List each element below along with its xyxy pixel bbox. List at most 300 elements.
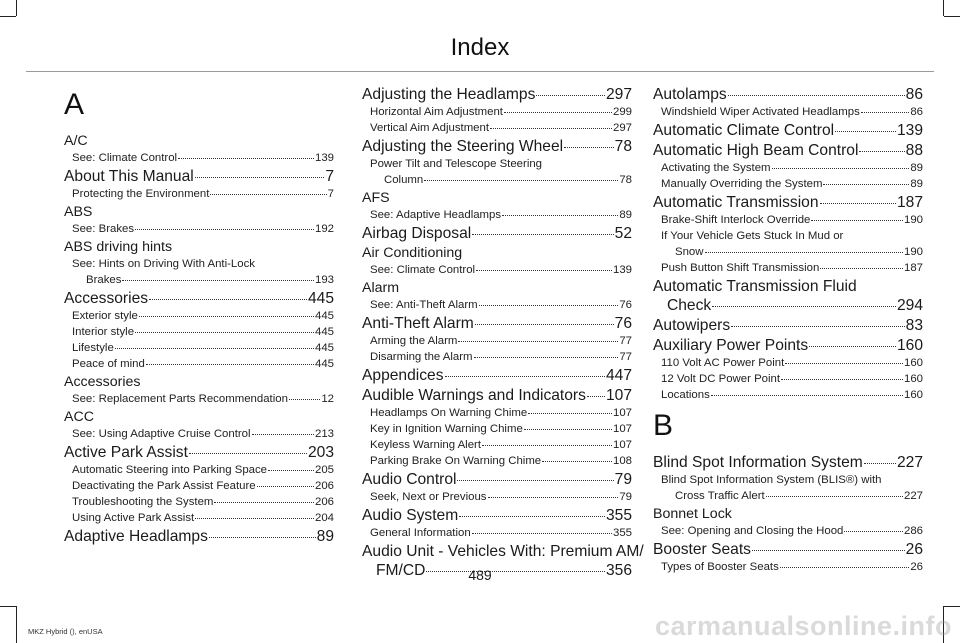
entry-heading — [653, 85, 923, 104]
entry-heading — [362, 386, 632, 405]
subentry-line — [370, 297, 632, 313]
subentry-line-text: Protecting the Environment — [72, 188, 210, 200]
page-ref: 445 — [314, 310, 334, 322]
index-subentry — [362, 333, 632, 349]
dot-leader — [289, 399, 320, 400]
subentry-line-text: Windshield Wiper Activated Headlamps — [661, 106, 860, 118]
subentry-line — [72, 494, 334, 510]
subentry-line — [370, 421, 632, 437]
dot-leader — [209, 537, 316, 538]
entry-heading — [362, 137, 632, 156]
entry-heading — [362, 542, 644, 561]
page-title: Index — [450, 34, 510, 61]
subentry-line — [370, 262, 632, 278]
page-ref: 77 — [619, 351, 632, 363]
index-subentry — [653, 260, 923, 276]
entry-heading — [64, 373, 334, 391]
page-ref: 294 — [896, 297, 923, 314]
page-ref: 445 — [314, 358, 334, 370]
page-ref: 160 — [896, 337, 923, 354]
subentry-line — [370, 333, 632, 349]
subentry-line-text: Manually Overriding the System — [661, 178, 823, 190]
index-entry — [653, 453, 923, 504]
entry-heading — [362, 506, 632, 525]
page-ref: 445 — [314, 342, 334, 354]
crop-mark-bottom-right-h — [944, 606, 960, 607]
page-ref: 286 — [903, 525, 923, 537]
page-ref: 26 — [905, 541, 923, 558]
subentry-line — [72, 150, 334, 166]
subentry-line — [370, 489, 632, 505]
entry-heading-text: A/C — [64, 133, 88, 149]
subentry-line-text: Parking Brake On Warning Chime — [370, 455, 542, 467]
index-entry — [653, 193, 923, 276]
dot-leader — [861, 112, 910, 113]
dot-leader — [820, 268, 903, 269]
dot-leader — [823, 184, 909, 185]
dot-leader — [712, 306, 896, 307]
page-ref: 227 — [896, 454, 923, 471]
subentry-line-text: See: Climate Control — [72, 152, 178, 164]
index-entry — [362, 244, 632, 278]
crop-mark-bottom-left-v — [16, 606, 17, 643]
dot-leader — [214, 502, 314, 503]
entry-heading — [362, 244, 632, 262]
dot-leader — [458, 341, 618, 342]
index-subentry — [64, 221, 334, 237]
index-subentry — [653, 387, 923, 403]
page-ref: 77 — [619, 335, 632, 347]
page-ref: 297 — [605, 86, 632, 103]
index-entry — [64, 203, 334, 237]
entry-heading-text: Autowipers — [653, 317, 731, 334]
subentry-line-text: Types of Booster Seats — [661, 561, 779, 573]
page-ref: 83 — [905, 317, 923, 334]
subentry-line-text: Brake-Shift Interlock Override — [661, 214, 811, 226]
subentry-line-text: 12 Volt DC Power Point — [661, 373, 781, 385]
entry-heading — [653, 316, 923, 335]
index-entry — [653, 121, 923, 140]
page-ref: 107 — [612, 423, 632, 435]
subentry-line — [661, 523, 923, 539]
entry-heading — [64, 203, 334, 221]
index-entry — [653, 316, 923, 335]
dot-leader — [781, 379, 903, 380]
index-entry — [64, 443, 334, 526]
dot-leader — [772, 168, 910, 169]
page-ref: 445 — [307, 290, 334, 307]
entry-heading — [362, 366, 632, 385]
subentry-line-text: Troubleshooting the System — [72, 496, 214, 508]
dot-leader — [564, 147, 614, 148]
page-ref: 206 — [314, 480, 334, 492]
subentry-line — [661, 472, 923, 488]
index-subentry — [362, 207, 632, 223]
dot-leader — [472, 234, 613, 235]
dot-leader — [146, 364, 314, 365]
dot-leader — [731, 326, 905, 327]
subentry-line-text: Key in Ignition Warning Chime — [370, 423, 523, 435]
dot-leader — [859, 151, 904, 152]
dot-leader — [844, 531, 903, 532]
section-letter: A — [64, 88, 85, 121]
page-ref: 160 — [903, 389, 923, 401]
dot-leader — [820, 203, 896, 204]
subentry-line-text: Blind Spot Information System (BLIS®) with — [661, 474, 882, 486]
dot-leader — [475, 324, 614, 325]
index-subentry — [64, 478, 334, 494]
dot-leader — [476, 270, 612, 271]
page-ref: 355 — [612, 527, 632, 539]
page-ref: 299 — [612, 106, 632, 118]
entry-heading — [64, 527, 334, 546]
entry-heading-text: Adaptive Headlamps — [64, 528, 208, 545]
index-column-1 — [64, 84, 334, 546]
entry-heading-text: Automatic Transmission Fluid — [653, 278, 857, 295]
index-entry — [64, 408, 334, 442]
page-ref: 78 — [614, 138, 632, 155]
entry-heading-text: Blind Spot Information System — [653, 454, 863, 471]
subentry-line-text: Automatic Steering into Parking Space — [72, 464, 268, 476]
entry-heading-text: Anti-Theft Alarm — [362, 315, 474, 332]
entry-heading-text: ABS driving hints — [64, 239, 173, 255]
dot-leader — [766, 496, 903, 497]
subentry-line — [661, 228, 923, 244]
dot-leader — [135, 229, 314, 230]
subentry-line — [72, 221, 334, 237]
page-ref: 89 — [910, 162, 923, 174]
dot-leader — [149, 299, 307, 300]
dot-leader — [268, 470, 314, 471]
entry-heading — [362, 279, 632, 297]
page-ref: 79 — [619, 491, 632, 503]
page-ref: 86 — [910, 106, 923, 118]
page-ref: 78 — [619, 174, 632, 186]
dot-leader — [524, 429, 612, 430]
page-ref: 108 — [612, 455, 632, 467]
index-subentry — [653, 228, 923, 260]
subentry-line-text: See: Opening and Closing the Hood — [661, 525, 844, 537]
index-column-3 — [653, 84, 923, 575]
entry-heading — [653, 121, 923, 140]
subentry-line — [661, 355, 923, 371]
index-subentry — [64, 494, 334, 510]
entry-heading-cont-text: Check — [667, 297, 712, 314]
page-ref: 192 — [314, 223, 334, 235]
page-ref: 7 — [325, 168, 334, 185]
entry-heading — [653, 336, 923, 355]
subentry-line-text: See: Brakes — [72, 223, 135, 235]
entry-heading — [653, 540, 923, 559]
subentry-line — [661, 371, 923, 387]
entry-heading-text: Accessories — [64, 374, 141, 390]
index-subentry — [64, 462, 334, 478]
index-entry — [653, 85, 923, 120]
subentry-line — [72, 391, 334, 407]
page-ref: 89 — [910, 178, 923, 190]
subentry-line — [72, 340, 334, 356]
index-entry — [362, 279, 632, 313]
subentry-line-text: See: Adaptive Headlamps — [370, 209, 502, 221]
subentry-line-text: Lifestyle — [72, 342, 114, 354]
subentry-line — [370, 156, 632, 172]
index-subentry — [362, 120, 632, 136]
subentry-line-text: See: Using Adaptive Cruise Control — [72, 428, 251, 440]
entry-heading — [64, 167, 334, 186]
page-ref: 86 — [905, 86, 923, 103]
subentry-line-cont-text: Snow — [675, 246, 704, 258]
subentry-line-text: Exterior style — [72, 310, 138, 322]
subentry-line-text: Horizontal Aim Adjustment — [370, 106, 503, 118]
entry-heading — [64, 132, 334, 150]
index-column-2 — [362, 84, 644, 580]
page-ref: 190 — [903, 246, 923, 258]
entry-heading-text: Booster Seats — [653, 541, 751, 558]
index-subentry — [64, 340, 334, 356]
subentry-line-text: Arming the Alarm — [370, 335, 458, 347]
dot-leader — [809, 346, 896, 347]
subentry-line — [72, 478, 334, 494]
subentry-line — [370, 453, 632, 469]
index-subentry — [653, 523, 923, 539]
dot-leader — [135, 332, 314, 333]
dot-leader — [528, 413, 612, 414]
entry-heading — [362, 189, 632, 207]
subentry-line — [661, 176, 923, 192]
crop-mark-top-right-h — [944, 16, 960, 17]
entry-heading — [653, 505, 923, 523]
dot-leader — [189, 453, 307, 454]
subentry-line-text: 110 Volt AC Power Point — [661, 357, 785, 369]
dot-leader — [178, 158, 314, 159]
dot-leader — [811, 220, 903, 221]
page-ref: 76 — [619, 299, 632, 311]
entry-heading — [653, 453, 923, 472]
index-entry — [362, 506, 632, 541]
dot-leader — [536, 95, 605, 96]
entry-heading — [362, 85, 632, 104]
page-ref: 227 — [903, 490, 923, 502]
subentry-line — [370, 104, 632, 120]
entry-heading — [653, 193, 923, 212]
crop-mark-top-left-v — [16, 0, 17, 16]
page-ref: 187 — [903, 262, 923, 274]
subentry-line — [370, 120, 632, 136]
index-entry — [64, 238, 334, 288]
index-entry — [64, 167, 334, 202]
page-ref: 160 — [903, 373, 923, 385]
index-entry — [64, 132, 334, 166]
page-ref: 107 — [605, 387, 632, 404]
dot-leader — [459, 516, 605, 517]
crop-mark-bottom-left-h — [0, 606, 16, 607]
entry-heading-text: Audio System — [362, 507, 459, 524]
index-entry — [362, 470, 632, 505]
page-ref: 213 — [314, 428, 334, 440]
dot-leader — [587, 396, 605, 397]
entry-heading-text: Active Park Assist — [64, 444, 188, 461]
dot-leader — [864, 463, 896, 464]
index-subentry — [653, 104, 923, 120]
header-divider — [26, 71, 934, 72]
entry-heading — [64, 289, 334, 308]
entry-heading-text: Accessories — [64, 290, 149, 307]
index-entry — [362, 189, 632, 223]
dot-leader — [479, 305, 619, 306]
subentry-line — [72, 324, 334, 340]
subentry-line — [370, 207, 632, 223]
subentry-line-text: Interior style — [72, 326, 135, 338]
index-subentry — [362, 156, 632, 188]
page-ref: 79 — [614, 471, 632, 488]
page-ref: 447 — [605, 367, 632, 384]
index-subentry — [64, 391, 334, 407]
entry-heading — [64, 238, 334, 256]
index-subentry — [64, 186, 334, 202]
page-ref: 107 — [612, 439, 632, 451]
page-ref: 139 — [896, 122, 923, 139]
dot-leader — [195, 518, 314, 519]
dot-leader — [490, 128, 612, 129]
index-subentry — [64, 256, 334, 288]
entry-heading-text: Automatic Climate Control — [653, 122, 835, 139]
index-entry — [362, 386, 632, 469]
index-subentry — [64, 324, 334, 340]
dot-leader — [711, 395, 903, 396]
subentry-line-text: Activating the System — [661, 162, 771, 174]
dot-leader — [457, 480, 613, 481]
entry-heading-text: Bonnet Lock — [653, 506, 732, 522]
index-entry — [653, 141, 923, 192]
page-ref: 203 — [307, 444, 334, 461]
index-subentry — [653, 371, 923, 387]
subentry-line-text: Deactivating the Park Assist Feature — [72, 480, 256, 492]
index-entry — [362, 137, 632, 188]
dot-leader — [542, 461, 612, 462]
index-subentry — [653, 212, 923, 228]
subentry-line-text: Disarming the Alarm — [370, 351, 473, 363]
subentry-line-text: Vertical Aim Adjustment — [370, 122, 490, 134]
dot-leader — [474, 357, 619, 358]
index-entry — [653, 336, 923, 403]
entry-heading — [362, 314, 632, 333]
dot-leader — [504, 112, 612, 113]
entry-heading-text: Adjusting the Steering Wheel — [362, 138, 564, 155]
dot-leader — [257, 486, 314, 487]
subentry-line-cont — [661, 244, 923, 260]
index-entry — [64, 373, 334, 407]
page-ref: 193 — [314, 274, 334, 286]
dot-leader — [210, 194, 326, 195]
entry-heading — [653, 141, 923, 160]
subentry-line — [370, 437, 632, 453]
section-letter: B — [653, 409, 674, 442]
footer-model-label: MKZ Hybrid (), enUSA — [28, 627, 103, 636]
entry-heading — [64, 408, 334, 426]
index-subentry — [362, 453, 632, 469]
subentry-line-text: See: Anti-Theft Alarm — [370, 299, 478, 311]
page-ref: 297 — [612, 122, 632, 134]
page-ref: 12 — [321, 393, 334, 405]
index-subentry — [64, 150, 334, 166]
entry-heading-text: ABS — [64, 204, 93, 220]
entry-heading-text: Alarm — [362, 280, 400, 296]
subentry-line-text: General Information — [370, 527, 471, 539]
entry-heading-text: Audio Control — [362, 471, 457, 488]
subentry-line — [72, 426, 334, 442]
entry-heading-text: Appendices — [362, 367, 444, 384]
dot-leader — [472, 533, 612, 534]
entry-heading-text: Automatic High Beam Control — [653, 142, 859, 159]
subentry-line-text: Locations — [661, 389, 710, 401]
dot-leader — [115, 348, 314, 349]
subentry-line-text: Seek, Next or Previous — [370, 491, 487, 503]
page-ref: 190 — [903, 214, 923, 226]
dot-leader — [139, 316, 314, 317]
dot-leader — [752, 550, 905, 551]
index-entry — [362, 314, 632, 365]
dot-leader — [705, 252, 903, 253]
entry-heading-text: Adjusting the Headlamps — [362, 86, 536, 103]
dot-leader — [445, 376, 605, 377]
page-ref: 76 — [614, 315, 632, 332]
entry-heading-text: Audio Unit - Vehicles With: Premium AM/ — [362, 543, 644, 560]
entry-heading — [362, 224, 632, 243]
entry-heading — [64, 443, 334, 462]
index-subentry — [362, 262, 632, 278]
subentry-line-cont-text: Brakes — [86, 274, 122, 286]
index-entry — [362, 366, 632, 385]
subentry-line — [661, 160, 923, 176]
dot-leader — [424, 180, 618, 181]
page-ref: 205 — [314, 464, 334, 476]
page-ref: 7 — [327, 188, 334, 200]
index-subentry — [653, 176, 923, 192]
page-ref: 160 — [903, 357, 923, 369]
subentry-line — [72, 186, 334, 202]
page-ref: 107 — [612, 407, 632, 419]
page-ref: 206 — [314, 496, 334, 508]
entry-heading-cont — [653, 296, 923, 315]
page-ref: 52 — [614, 225, 632, 242]
subentry-line-text: Using Active Park Assist — [72, 512, 195, 524]
subentry-line — [72, 308, 334, 324]
crop-mark-top-right-v — [943, 0, 944, 16]
entry-heading-text: ACC — [64, 409, 94, 425]
subentry-line — [661, 387, 923, 403]
index-entry — [64, 289, 334, 372]
entry-heading-cont-text: FM/CD — [376, 562, 426, 579]
subentry-line-cont — [72, 272, 334, 288]
dot-leader — [122, 280, 314, 281]
entry-heading-text: Autolamps — [653, 86, 727, 103]
index-subentry — [362, 297, 632, 313]
subentry-line-text: Push Button Shift Transmission — [661, 262, 820, 274]
page-ref: 356 — [605, 562, 632, 579]
entry-heading-text: Automatic Transmission — [653, 194, 819, 211]
entry-heading-text: About This Manual — [64, 168, 194, 185]
index-subentry — [653, 355, 923, 371]
index-entry — [362, 85, 632, 136]
subentry-line — [72, 356, 334, 372]
page-ref: 445 — [314, 326, 334, 338]
subentry-line — [661, 260, 923, 276]
subentry-line-cont-text: Cross Traffic Alert — [675, 490, 765, 502]
subentry-line — [661, 212, 923, 228]
dot-leader — [488, 497, 619, 498]
subentry-line — [661, 104, 923, 120]
subentry-line-text: Keyless Warning Alert — [370, 439, 481, 451]
